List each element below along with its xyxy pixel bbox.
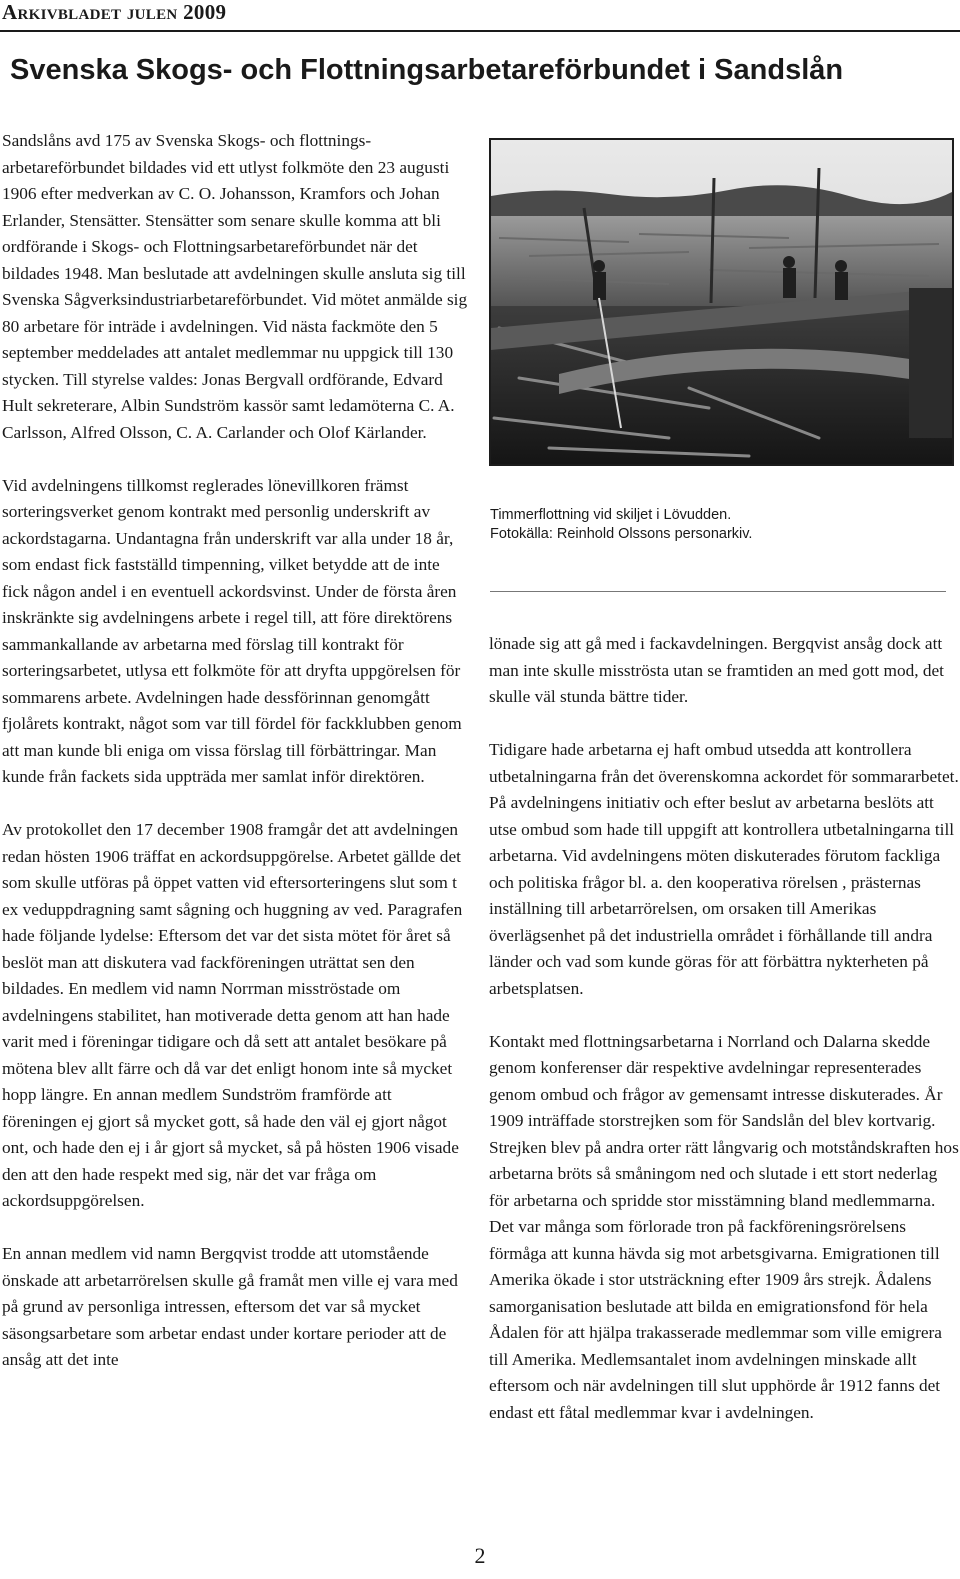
body-paragraph: Sandslåns avd 175 av Svenska Skogs- och flottningsarbetareförbundet bildades vid ett utlyst folkmöte den 23 augusti 1906 efter medverkan av C. O. Johansson, Kramfors och Johan Erlander, Stensätter. Stensätter som senare skulle komma att bli ordförande i Skogs- och Flottningsarbetareförbundet när det bildades 1948. Man beslutade att avdelningen skulle ansluta sig till Svenska Sågverksindustriarbetareförbundet. Vid mötet anmälde sig 80 arbetare för inträde i avdelningen. Vid nästa fackmöte den 5 september meddelades att antalet medlemmar nu uppgick till 130 stycken. Till styrelse valdes: Jonas Bergvall ordförande, Edvard Hult sekreterare, Albin Sundström kassör samt ledamöterna C. A. Carlsson, Alfred Olsson, C. A. Carlander och Olof Kärlander. [2,131,468,442]
header-rule [0,30,960,32]
running-header: Arkivbladet julen 2009 [2,0,227,24]
left-column [2,128,470,1400]
body-paragraph: Vid avdelningens tillkomst reglerades lönevillkoren främst sorteringsverket genom kontrakt med personlig underskrift av ackordstagarna. Undantagna från underskrift var alla under 18 år, som endast fick fastställd timpenning, vilket betydde att de inte fick någon andel i en eventuell ackordsvinst. Under de första åren inskränkte sig avdelningens arbete i regel till, att före direktörens sammankallande av arbetarna med förslag till kontrakt för sorteringsarbetet, utlysa ett folkmöte för att dryfta uppgörelsen för sommarens arbete. Avdelningen hade dessförinnan genomgått fjolårets kontrakt, något som var till fördel för fackklubben genom att man kunde bli eniga om vissa förslag till förbättringar. Man kunde från fackets sida uppträda mer samlat inför direktören. [2,475,462,786]
body-paragraph: En annan medlem vid namn Bergqvist trodde att utomstående önskade att arbetarrörelsen skulle gå framåt men ville ej vara med på grund av personliga intressen, eftersom det var så mycket säsongsarbetare som arbetar endast under kortare perioder att de ansåg att det inte [2,1244,458,1369]
page-number: 2 [474,1543,486,1568]
photo-caption [490,506,950,544]
article-title: Svenska Skogs- och Flottningsarbetareförbundet i Sandslån [10,54,844,86]
caption-line: Timmerflottning vid skiljet i Lövudden. [490,507,732,523]
body-paragraph: Kontakt med flottningsarbetarna i Norrland och Dalarna skedde genom konferenser där respektive avdelningar representerades genom ombud och frågor av gemensamt intresse diskuterades. År 1909 inträffade storstrejken som för Sandslån del blev kortvarig. Strejken blev på andra orter rätt långvarig och motståndskraften hos arbetarna bröts så småningom ned och slutade i ett stort nederlag för arbetarna och spridde stor misstämning bland medlemmarna. Det var många som förlorade tron på fackföreningsrörelsens förmåga att kunna hävda sig mot arbetsgivarna. Emigrationen till Amerika ökade i stor utsträckning efter 1909 års strejk. Ådalens samorganisation beslutade att bilda en emigrationsfond för hela Ådalen för att hjälpa trakasserade medlemmar som ville emigrera till Amerika. Medlemsantalet inom avdelningen minskade allt eftersom och när avdelningen till slut upphörde år 1912 fanns det endast ett fåtal medlemmar kvar i avdelningen. [489,1031,959,1422]
body-paragraph: Av protokollet den 17 december 1908 framgår det att avdelningen redan hösten 1906 träffat en ackordsuppgörelse. Arbetet gällde det som skulle utföras på öppet vatten vid eftersorteringens slut som t ex veduppdragning samt sågning och huggning av ved. Paragrafen hade följande lydelse: Eftersom det var det sista mötet för året så beslöt man att diskutera vad fackföreningen uträttat sen den bildades. En medlem vid namn Norrman misströstade om avdelningens stabilitet, han motiverade detta genom att han hade varit med i föreningar tidigare och då sett att antalet besökare på mötena blev allt färre och då var det enligt honom inte så mycket hopp längre. En annan medlem Sundström framförde att föreningen ej gjort så mycket gott, så hade den väl ej gjort något ont, och hade den ej i år gjort så mycket, så på hösten 1906 visade den att den hade respekt med sig, när det var fråga om ackordsuppgörelsen. [2,820,463,1210]
caption-line: Fotokälla: Reinhold Olssons personarkiv. [490,526,753,542]
body-paragraph: Tidigare hade arbetarna ej haft ombud utsedda att kontrollera utbetalningarna från det överenskomna ackordet för sommararbetet. På avdelningens initiativ och efter beslut av arbetarna beslöts att utse ombud som hade till uppgift att kontrollera utbetalningarna till arbetarna. Vid avdelningens möten diskuterades förutom fackliga och politiska frågor bl. a. den kooperativa rörelsen , prästernas inställning till arbetarrörelsen, om orsaken till Amerikas överlägsenhet på det industriella området i förhållande till andra länder och vad som kunde göras för att förbättra nykterheten på arbetsplatsen. [489,740,959,998]
body-paragraph: lönade sig att gå med i fackavdelningen. Bergqvist ansåg dock att man inte skulle misströsta utan se framtiden an med gott mod, det skulle väl stunda bättre tider. [489,634,944,706]
right-column [489,631,959,1453]
historical-photo [489,138,954,466]
caption-rule [490,591,946,592]
